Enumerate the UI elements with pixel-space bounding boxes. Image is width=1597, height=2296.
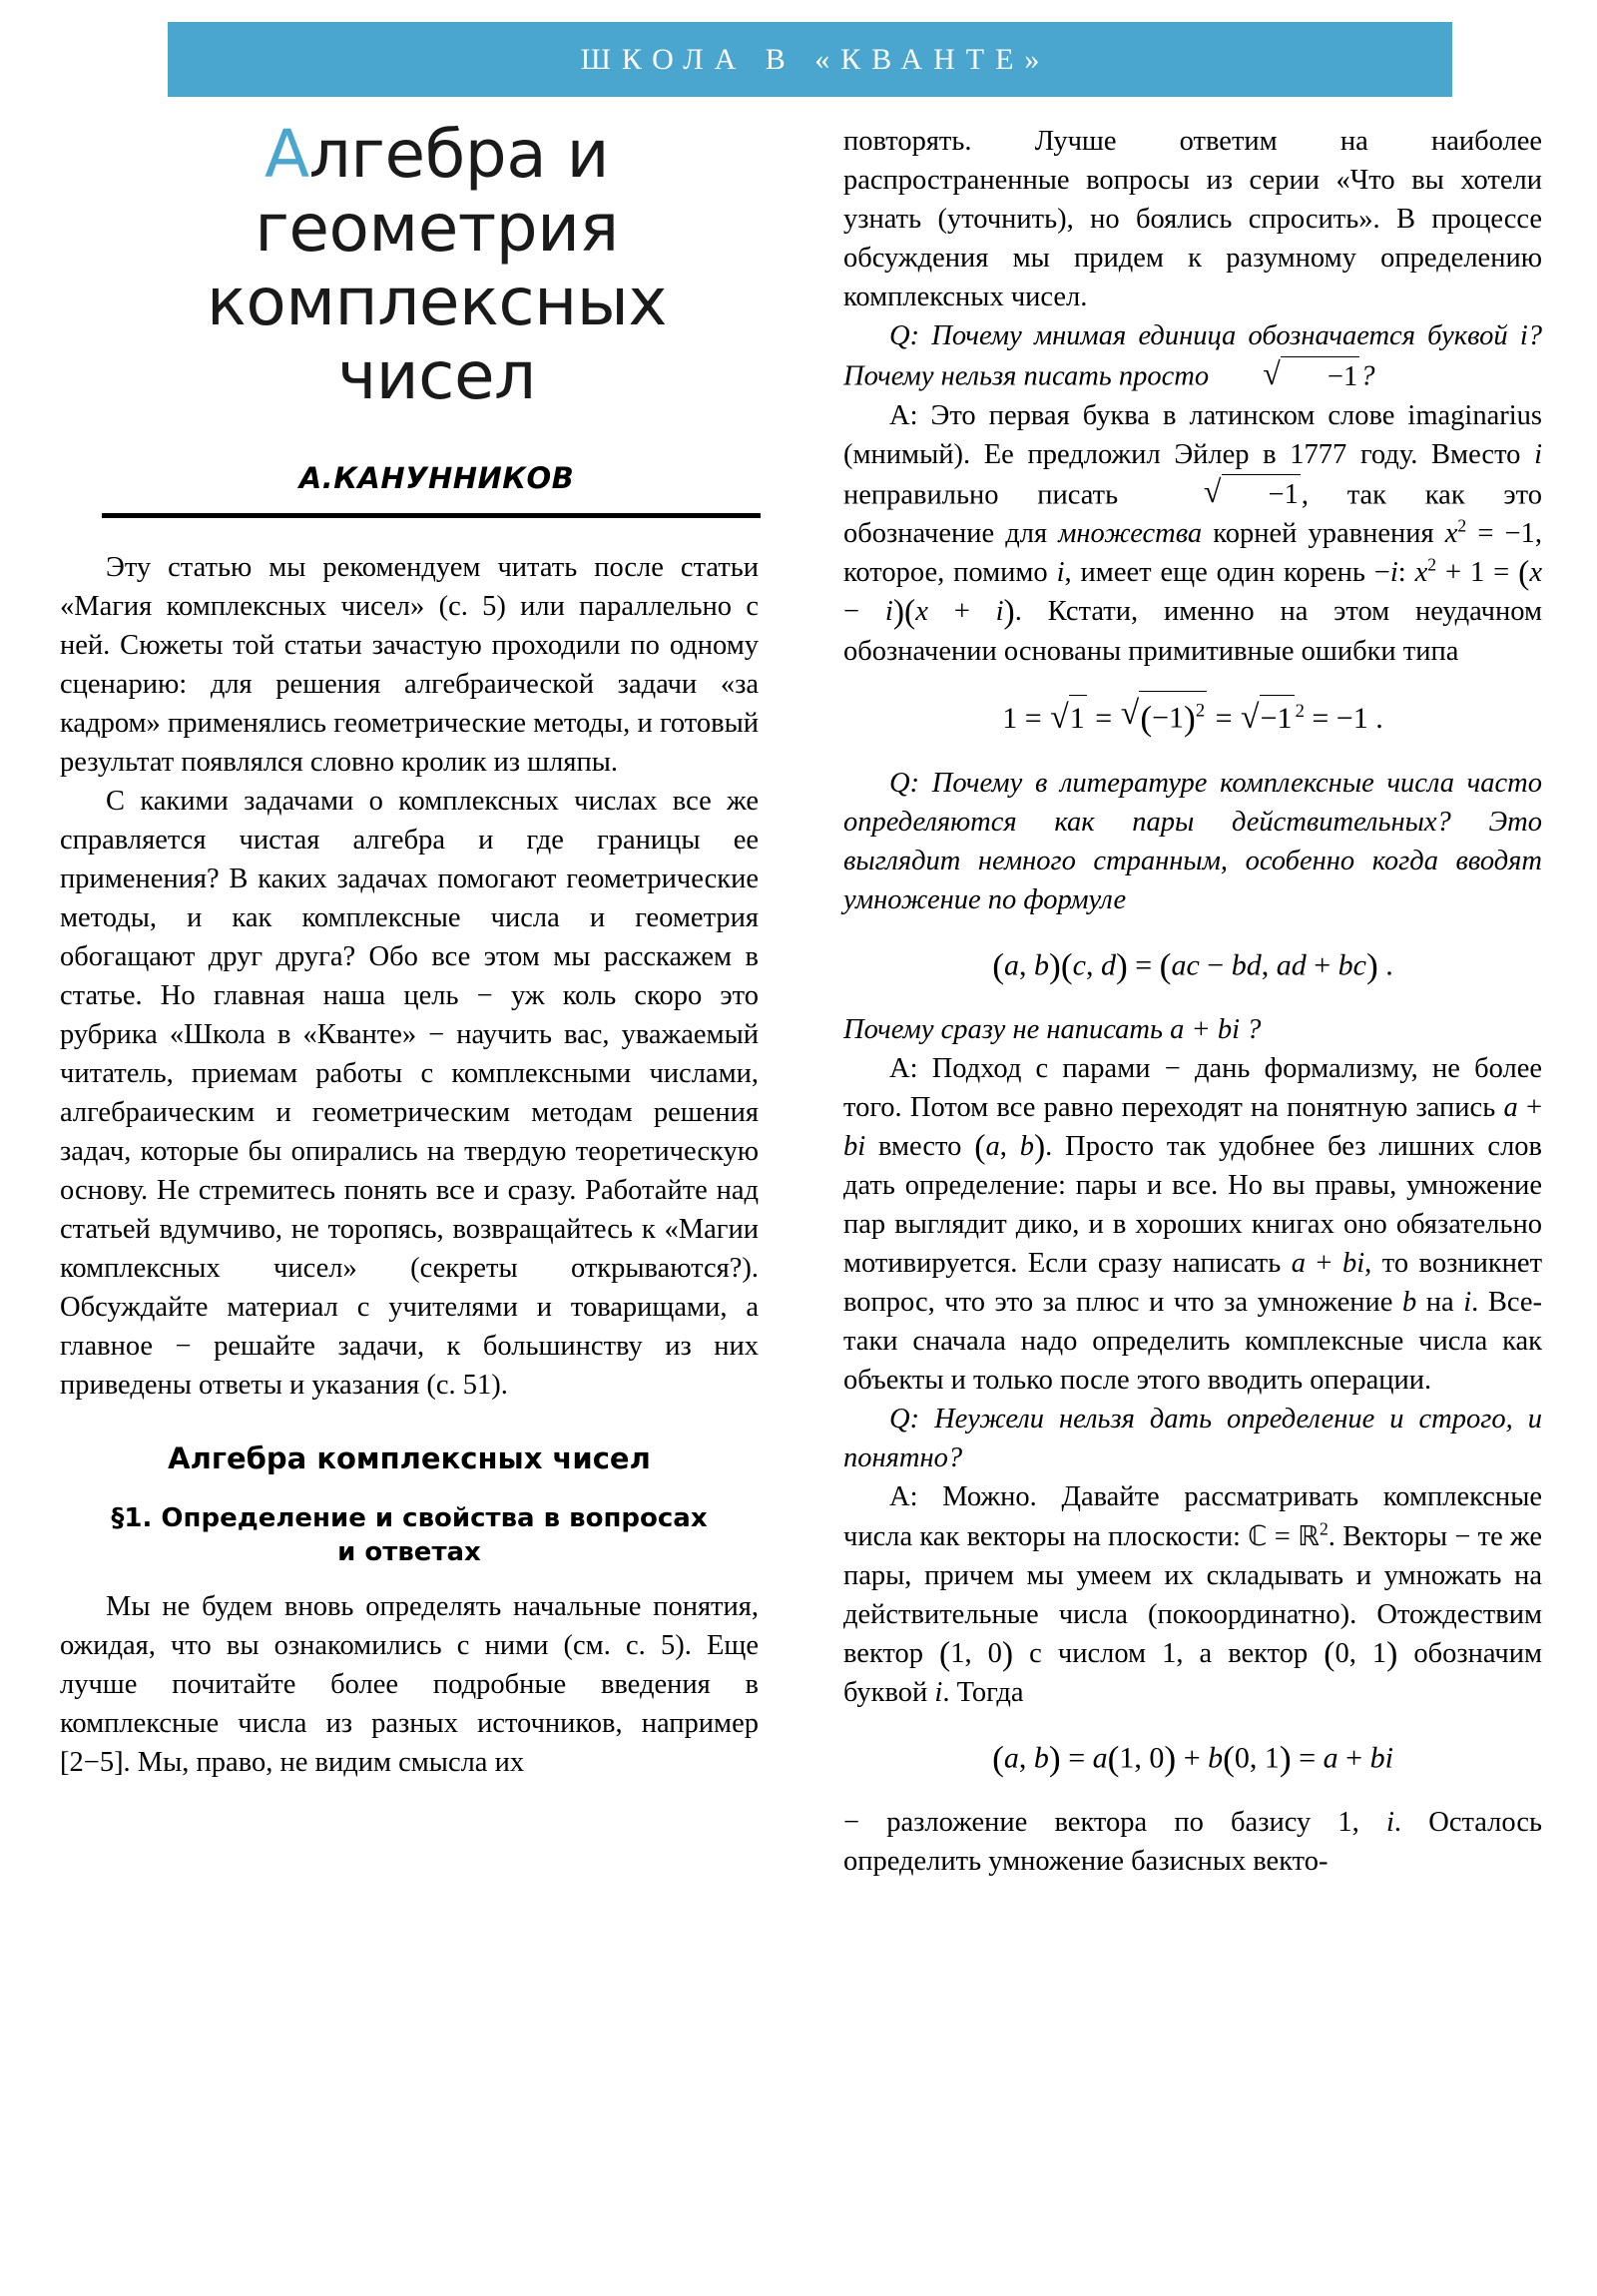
real-set-symbol: ℝ [1298, 1518, 1320, 1552]
qa-1-answer-radical-1: √ −1 [1158, 474, 1301, 515]
qa-1-answer-equation-2: $x^2 + 1 = (x - i)(x + i)$ [843, 554, 1543, 631]
qa-3-question-prefix: Q: [889, 1403, 920, 1435]
qa-1-question-radical: √ −1 [1217, 355, 1359, 396]
qa-2-answer-prefix: A: [889, 1052, 918, 1084]
qa-1-question-suffix: ? [1360, 360, 1375, 392]
qa-2-question [843, 764, 1542, 919]
subsection-heading-line-2: и ответах [337, 1536, 481, 1567]
title-line-1-rest: лгебра и [308, 116, 610, 193]
qa-1-question-prefix: Q: [889, 320, 920, 351]
title-accent-letter: А [264, 116, 309, 193]
qa-3-display-equation: (a, b) = a(1, 0) + b(0, 1) = a + bi [992, 1738, 1393, 1779]
qa-1-answer-prefix: A: [889, 399, 918, 431]
title-line-2: геометрия [255, 189, 619, 267]
qa-3-question [843, 1400, 1542, 1477]
qa-1-answer-equation-1: $x^2$ [1444, 515, 1467, 550]
qa-2-answer: A: Подход с парами − дань формализму, не более того. Потом все равно переходят на понятную запись a + bi вместо (a, b). Просто так удобнее без лишних слов дать определение: пары и все. Но вы правы, умножение пар выглядит дико, и в хороших книгах оно обязательно мотивируется. Если сразу написать a + bi, то возникнет вопрос, что это за плюс и что за умножение b на i. Все-таки сначала надо определить комплексные числа как объекты и только после этого вводить операции. [843, 1052, 1543, 1396]
section-heading: Алгебра комплексных чисел [168, 1440, 651, 1475]
left-paragraph-1: Эту статью мы рекомендуем читать после статьи «Магия комплексных чисел» (с. 5) или параллельно с ней. Сюжеты той статьи зачастую проходили по одному сценарию: для решения алгебраической задачи «за кадром» применялись геометрические методы, и готовый результат появлялся словно кролик из шляпы. [60, 551, 759, 778]
qa-2-display-equation: (a, b)(c, d) = (ac − bd, ad + bc) . [992, 944, 1393, 985]
qa-1-display-equation: 1 = √ 1 = √ $(-1)^2$ = √ −1 $^2$ = −1 . [843, 691, 1542, 746]
right-continuation-paragraph: повторять. Лучше ответим на наиболее распространенные вопросы из серии «Что вы хотели узнать (уточнить), но боялись спросить». В процессе обсуждения мы придем к разумному определению комплексных чисел. [843, 126, 1542, 312]
qa-1-answer: A: Это первая буква в латинском слове imaginarius (мнимый). Ее предложил Эйлер в 1777 году. Вместо i неправильно писать √ −1 , так как это обозначение для множества корней уравнения $x^2 = -1$, которое, помимо i, имеет еще один корень −i: $x^2 + 1 = (x - i)(x + i)$. Кстати, именно на этом неудачном обозначении основаны примитивные ошибки типа [843, 396, 1542, 671]
qa-1-question [843, 316, 1542, 396]
page-title [115, 118, 759, 413]
left-column [60, 0, 759, 1782]
subsection-heading-line-1: §1. Определение и свойства в вопросах [111, 1502, 708, 1533]
qa-3-answer-prefix: A: [889, 1480, 918, 1512]
title-divider [102, 513, 761, 518]
qa-2-question-prefix: Q: [889, 767, 920, 799]
banner-title: ШКОЛА В «КВАНТЕ» [580, 42, 1051, 76]
complex-set-symbol: ℂ [1248, 1518, 1268, 1552]
title-line-4: чисел [337, 336, 536, 414]
author-byline: А.КАНУННИКОВ [298, 460, 575, 495]
qa-2-question-text: Почему в литературе комплексные числа часто определяются как пары действительных? Это выглядит немного странным, особенно когда вводят умножение по формуле [843, 767, 1543, 915]
right-column [843, 0, 1542, 1881]
subsection-heading [60, 1502, 759, 1570]
left-paragraph-2: С какими задачами о комплексных числах все же справляется чистая алгебра и где границы ее применения? В каких задачах помогают геометрические методы, и как комплексные числа и геометрия обогащают друг друга? Обо все этом мы расскажем в статье. Но главная наша цель − уж коль скоро это рубрика «Школа в «Кванте» − научить вас, уважаемый читатель, приемам работы с комплексными числами, алгебраическим и геометрическим методам решения задач, которые бы опирались на твердую теоретическую основу. Не стремитесь понять все и сразу. Работайте над статьей вдумчиво, не торопясь, возвращайтесь к «Магии комплексных чисел» (секреты открываются?). Обсуждайте материал с учителями и товарищами, а главное − решайте задачи, к большинству из них приведены ответы и указания (с. 51). [60, 785, 759, 1401]
qa-3-question-text: Неужели нельзя дать определение и строго, и понятно? [843, 1403, 1542, 1473]
qa-1-question-text: Почему мнимая единица обозначается буквой i? Почему нельзя писать просто [843, 320, 1542, 392]
qa-3-answer: A: Можно. Давайте рассматривать комплексные числа как векторы на плоскости: ℂ = ℝ$^2$. Векторы − те же пары, причем мы умеем их складывать и умножать на действительные числа (покоординатно). Отождествим вектор (1, 0) с числом 1, а вектор (0, 1) обозначим буквой i. Тогда [843, 1480, 1543, 1709]
qa-2-question-followup: Почему сразу не написать a + bi ? [843, 1013, 1262, 1045]
title-line-3: комплексных [207, 263, 667, 340]
left-paragraph-3: Мы не будем вновь определять начальные понятия, ожидая, что вы ознакомились с ними (см. с. 5). Еще лучше почитайте более подробные введения в комплексные числа из разных источников, например [2−5]. Мы, право, не видим смысла их [60, 1591, 759, 1779]
title-block [60, 118, 759, 413]
qa-3-answer-tail: − разложение вектора по базису 1, i. Осталось определить умножение базисных векто- [843, 1807, 1543, 1878]
